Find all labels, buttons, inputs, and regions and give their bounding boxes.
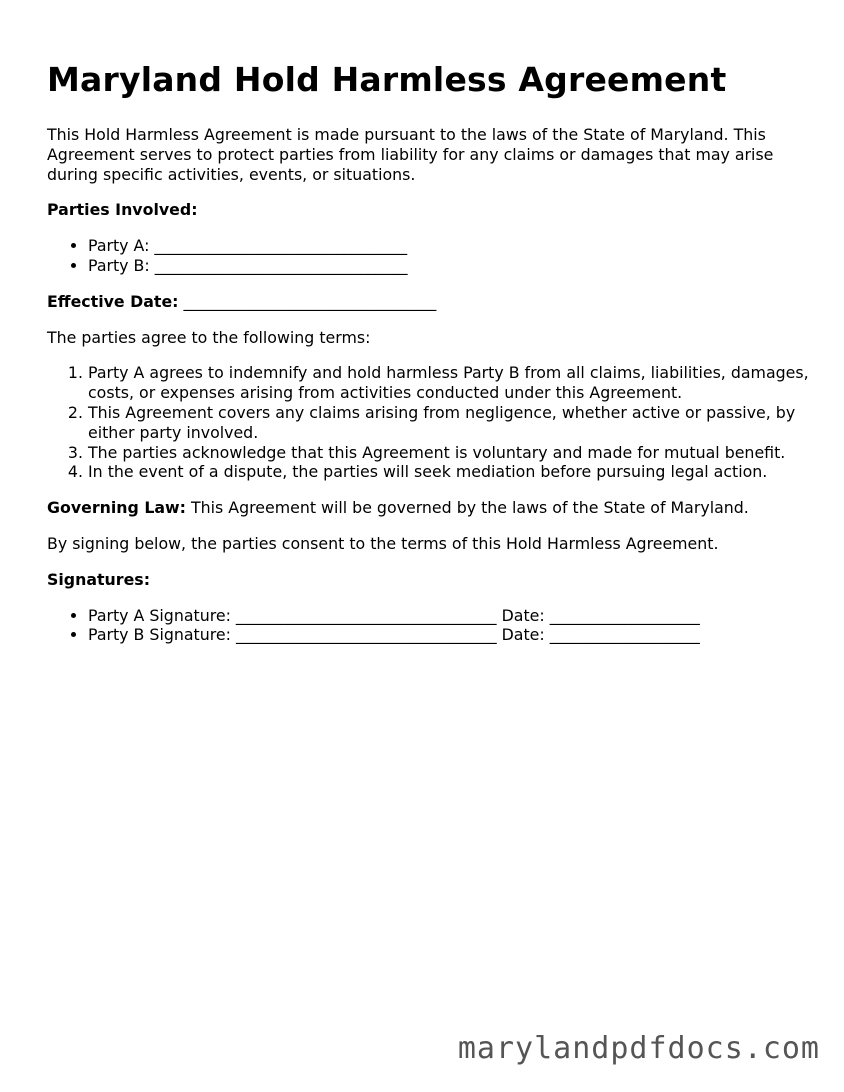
governing-law-line bbox=[47, 498, 817, 518]
effective-date-label: Effective Date: bbox=[47, 291, 179, 311]
document-page bbox=[47, 58, 817, 661]
parties-heading: Parties Involved: bbox=[47, 200, 198, 220]
parties-list bbox=[47, 236, 817, 276]
site-watermark: marylandpdfdocs.com bbox=[457, 1031, 820, 1066]
terms-intro: The parties agree to the following terms: bbox=[47, 327, 371, 347]
term-item: 2. This Agreement covers any claims arising from negligence, whether active or passive, by either party involved. bbox=[88, 403, 817, 443]
governing-law-text: This Agreement will be governed by the laws of the State of Maryland. bbox=[185, 498, 749, 518]
party-a-signature-line: • Party A Signature: _________________________________ Date: ___________________ bbox=[88, 606, 817, 626]
consent-paragraph: By signing below, the parties consent to the terms of this Hold Harmless Agreement. bbox=[47, 533, 719, 553]
governing-law-label: Governing Law: bbox=[47, 498, 186, 518]
effective-date-line bbox=[47, 292, 817, 312]
party-b-signature-line: • Party B Signature: _________________________________ Date: ___________________ bbox=[88, 625, 817, 645]
intro-paragraph: This Hold Harmless Agreement is made pursuant to the laws of the State of Maryland. This Agreement serves to protect parties from liability for any claims or damages that may arise during specific activities, events, or situations. bbox=[47, 125, 774, 184]
term-item: 1. Party A agrees to indemnify and hold harmless Party B from all claims, liabilities, damages, costs, or expenses arising from activities conducted under this Agreement. bbox=[88, 363, 817, 403]
effective-date-blank: ________________________________ bbox=[178, 291, 437, 311]
signatures-heading: Signatures: bbox=[47, 569, 151, 589]
signatures-list bbox=[47, 606, 817, 646]
term-item: 4. In the event of a dispute, the parties will seek mediation before pursuing legal action. bbox=[88, 462, 817, 482]
party-b-line: • Party B: ________________________________ bbox=[88, 256, 817, 276]
party-a-line: • Party A: ________________________________ bbox=[88, 236, 817, 256]
term-item: 3. The parties acknowledge that this Agreement is voluntary and made for mutual benefit. bbox=[88, 443, 817, 463]
document-title: Maryland Hold Harmless Agreement bbox=[47, 60, 727, 99]
terms-list bbox=[47, 363, 817, 482]
